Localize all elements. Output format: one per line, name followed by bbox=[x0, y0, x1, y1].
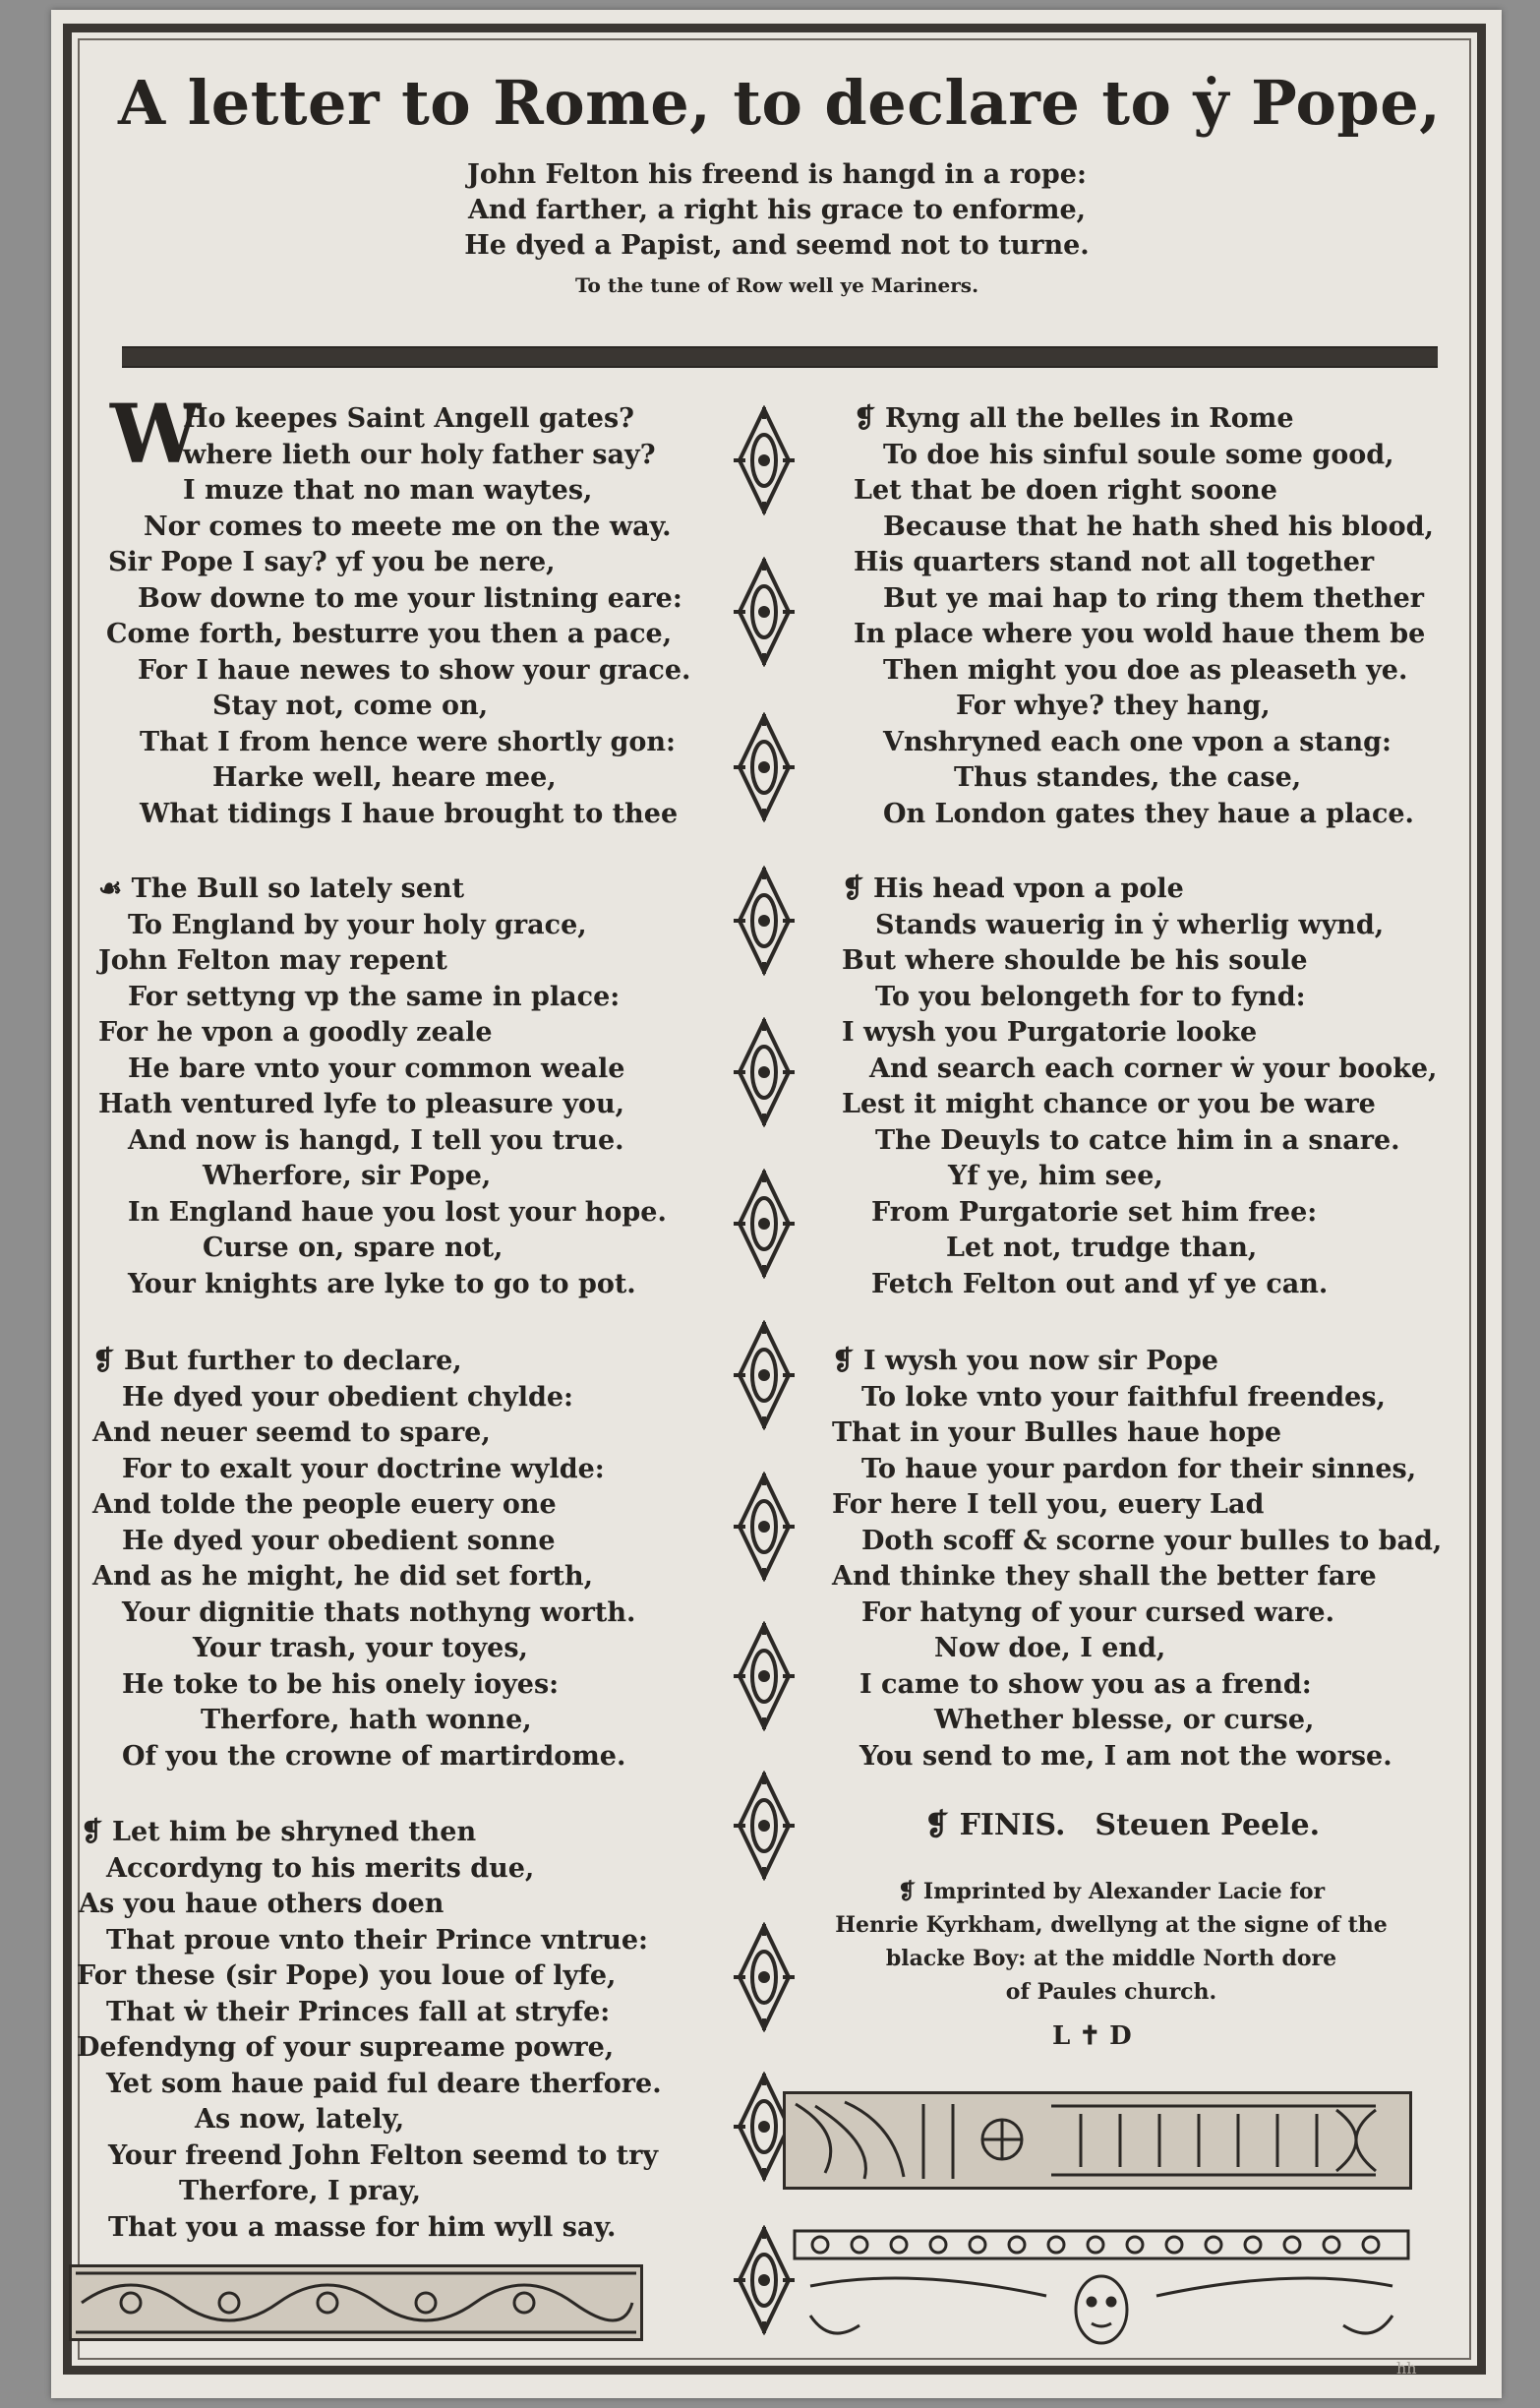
verse-line: As you haue others doen bbox=[79, 1889, 444, 1919]
verse-line: He toke to be his onely ioyes: bbox=[122, 1668, 560, 1700]
verse-line: His quarters stand not all together bbox=[854, 547, 1375, 577]
verse-line: And as he might, he did set forth, bbox=[92, 1561, 593, 1592]
verse-line: where lieth our holy father say? bbox=[183, 439, 656, 470]
verse-line: In place where you wold haue them be bbox=[854, 619, 1426, 649]
verse-line: Curse on, spare not, bbox=[203, 1233, 503, 1263]
verse-line: Ho keepes Saint Angell gates? bbox=[183, 403, 634, 434]
verse-line: Come forth, besturre you then a pace, bbox=[106, 619, 673, 649]
fleuron-ornament-icon bbox=[730, 1922, 799, 2032]
verse-line: On London gates they haue a place. bbox=[883, 798, 1414, 829]
imprint-line: blacke Boy: at the middle North dore bbox=[885, 1946, 1337, 1971]
verse-line: For here I tell you, euery Lad bbox=[832, 1489, 1265, 1520]
verse-line: Your freend John Felton seemd to try bbox=[108, 2139, 659, 2171]
verse-line: For whye? they hang, bbox=[956, 691, 1271, 721]
verse-line: The Deuyls to catce him in a snare. bbox=[875, 1124, 1400, 1156]
verse-line: Your trash, your toyes, bbox=[193, 1633, 528, 1663]
verse-line: He dyed your obedient chylde: bbox=[122, 1381, 573, 1413]
verse-line: You send to me, I am not the worse. bbox=[859, 1740, 1392, 1772]
verse-line: For these (sir Pope) you loue of lyfe, bbox=[77, 1960, 617, 1991]
fleuron-ornament-icon bbox=[730, 2225, 799, 2335]
verse-line: That I from hence were shortly gon: bbox=[140, 726, 676, 757]
fleuron-ornament-icon bbox=[730, 405, 799, 515]
verse-line: Your dignitie thats nothyng worth. bbox=[122, 1596, 636, 1628]
fleuron-ornament-icon bbox=[730, 1017, 799, 1127]
verse-line: He dyed your obedient sonne bbox=[122, 1525, 556, 1556]
verse-line: Nor comes to meete me on the way. bbox=[144, 511, 672, 542]
ballad-title: A letter to Rome, to declare to ẏ Pope, bbox=[118, 67, 1442, 139]
fleuron-ornament-icon bbox=[730, 1621, 799, 1731]
finis-line bbox=[924, 1808, 1320, 1842]
verse-line: Therfore, hath wonne, bbox=[201, 1705, 532, 1735]
verse-line: And neuer seemd to spare, bbox=[92, 1417, 491, 1448]
verse-line: What tidings I haue brought to thee bbox=[140, 798, 679, 829]
verse-line: Whether blesse, or curse, bbox=[934, 1705, 1315, 1735]
fleuron-ornament-icon bbox=[730, 1472, 799, 1582]
woodcut-mask-icon bbox=[791, 2227, 1412, 2355]
verse-line: ❡ Let him be shryned then bbox=[81, 1817, 477, 1847]
verse-line: Your knights are lyke to go to pot. bbox=[128, 1268, 636, 1299]
verse-line: To loke vnto your faithful freendes, bbox=[861, 1381, 1386, 1413]
verse-line: Stands wauerig in ẏ wherlig wynd, bbox=[875, 909, 1385, 940]
verse-line: Defendyng of your supreame powre, bbox=[77, 2032, 615, 2063]
verse-line: And search each corner ẇ your booke, bbox=[869, 1053, 1438, 1084]
verse-line: For I haue newes to show your grace. bbox=[138, 654, 691, 686]
verse-line: Let not, trudge than, bbox=[946, 1233, 1258, 1263]
verse-line: For settyng vp the same in place: bbox=[128, 981, 621, 1012]
verse-line: Because that he hath shed his blood, bbox=[883, 511, 1434, 542]
verse-line: Doth scoff & scorne your bulles to bad, bbox=[861, 1525, 1443, 1556]
verse-line: To you belongeth for to fynd: bbox=[875, 981, 1306, 1012]
verse-line: John Felton may repent bbox=[98, 945, 447, 976]
verse-line: Lest it might chance or you be ware bbox=[842, 1089, 1376, 1119]
verse-line: For hatyng of your cursed ware. bbox=[861, 1596, 1334, 1628]
woodcut-figures-icon bbox=[786, 2094, 1409, 2187]
woodcut-panel-mask bbox=[791, 2227, 1412, 2355]
stanza-left-4 bbox=[77, 1815, 662, 2246]
fleuron-ornament-icon bbox=[730, 1169, 799, 1279]
finis-label: ❡ FINIS. bbox=[924, 1808, 1066, 1842]
verse-line: Thus standes, the case, bbox=[954, 762, 1302, 793]
verse-line: Then might you doe as pleaseth ye. bbox=[883, 654, 1408, 686]
subtitle-line: And farther, a right his grace to enforme, bbox=[467, 195, 1087, 225]
verse-line: Now doe, I end, bbox=[934, 1633, 1166, 1663]
verse-line: To England by your holy grace, bbox=[128, 909, 587, 940]
verse-line: To haue your pardon for their sinnes, bbox=[861, 1453, 1417, 1484]
verse-line: That ẇ their Princes fall at stryfe: bbox=[106, 1996, 611, 2027]
stanza-right-1 bbox=[854, 401, 1434, 832]
verse-line: For to exalt your doctrine wylde: bbox=[122, 1453, 605, 1484]
title-rule bbox=[122, 346, 1438, 368]
imprint-line: Henrie Kyrkham, dwellyng at the signe of the bbox=[835, 1912, 1388, 1938]
verse-line: Therfore, I pray, bbox=[179, 2176, 422, 2206]
verse-line: And thinke they shall the better fare bbox=[832, 1561, 1377, 1592]
woodcut-scroll-icon bbox=[72, 2267, 640, 2338]
verse-line: He bare vnto your common weale bbox=[128, 1053, 625, 1084]
verse-line: Sir Pope I say? yf you be nere, bbox=[108, 547, 556, 577]
verse-line: I came to show you as a frend: bbox=[859, 1668, 1312, 1700]
verse-line: For he vpon a goodly zeale bbox=[98, 1017, 493, 1048]
verse-line: Yf ye, him see, bbox=[948, 1161, 1163, 1191]
verse-line: ❡ I wysh you now sir Pope bbox=[832, 1346, 1218, 1376]
fleuron-ornament-icon bbox=[730, 866, 799, 976]
imprint-line: of Paules church. bbox=[1005, 1979, 1217, 2005]
stanza-right-3 bbox=[832, 1344, 1442, 1775]
drop-capital-initial: W bbox=[110, 388, 202, 482]
verse-line: From Purgatorie set him free: bbox=[871, 1196, 1318, 1228]
author-name: Steuen Peele. bbox=[1095, 1808, 1321, 1842]
verse-line: Fetch Felton out and yf ye can. bbox=[871, 1268, 1329, 1299]
fleuron-ornament-icon bbox=[730, 712, 799, 822]
verse-line: As now, lately, bbox=[195, 2104, 405, 2135]
verse-line: Accordyng to his merits due, bbox=[106, 1852, 535, 1884]
verse-line: Hath ventured lyfe to pleasure you, bbox=[98, 1089, 624, 1119]
woodcut-panel-figures bbox=[783, 2091, 1412, 2190]
fleuron-ornament-icon bbox=[730, 1320, 799, 1430]
verse-line: ❡ His head vpon a pole bbox=[842, 873, 1184, 904]
verse-line: In England haue you lost your hope. bbox=[128, 1196, 667, 1228]
stanza-left-2 bbox=[98, 872, 667, 1302]
ballad-subtitle bbox=[197, 157, 1357, 264]
verse-line: ❡ Ryng all the belles in Rome bbox=[854, 403, 1294, 434]
verse-line: I wysh you Purgatorie looke bbox=[842, 1017, 1258, 1048]
verse-line: That in your Bulles haue hope bbox=[832, 1417, 1282, 1448]
verse-line: That you a masse for him wyll say. bbox=[108, 2211, 617, 2243]
verse-line: Harke well, heare mee, bbox=[212, 762, 557, 793]
subtitle-line: He dyed a Papist, and seemd not to turne. bbox=[464, 230, 1090, 261]
verse-line: But ye mai hap to ring them thether bbox=[883, 582, 1425, 614]
verse-line: Vnshryned each one vpon a stang: bbox=[883, 726, 1392, 757]
verse-line: I muze that no man waytes, bbox=[183, 475, 593, 506]
fleuron-ornament-icon bbox=[730, 1771, 799, 1881]
printer-device-mark: L ✝ D bbox=[1052, 2021, 1132, 2051]
tune-line: To the tune of Row well ye Mariners. bbox=[574, 273, 979, 297]
fleuron-ornament-icon bbox=[730, 557, 799, 667]
verse-line: And tolde the people euery one bbox=[92, 1489, 557, 1520]
verse-line: Of you the crowne of martirdome. bbox=[122, 1740, 626, 1772]
verse-line: That proue vnto their Prince vntrue: bbox=[106, 1924, 648, 1956]
stanza-left-1 bbox=[106, 401, 691, 832]
verse-line: To doe his sinful soule some good, bbox=[883, 439, 1394, 470]
verse-line: Wherfore, sir Pope, bbox=[203, 1161, 492, 1191]
pencil-annotation: hh bbox=[1396, 2359, 1417, 2378]
verse-line: ❡ But further to declare, bbox=[92, 1346, 462, 1376]
stanza-right-2 bbox=[842, 872, 1437, 1302]
printer-imprint bbox=[816, 1875, 1406, 2009]
verse-line: Stay not, come on, bbox=[212, 691, 489, 721]
woodcut-panel-scroll bbox=[69, 2264, 643, 2341]
verse-line: Yet som haue paid ful deare therfore. bbox=[106, 2068, 662, 2099]
verse-line: But where shoulde be his soule bbox=[842, 945, 1308, 976]
imprint-line: ❡ Imprinted by Alexander Lacie for bbox=[897, 1879, 1326, 1904]
stanza-left-3 bbox=[92, 1344, 635, 1775]
verse-line: And now is hangd, I tell you true. bbox=[128, 1124, 624, 1156]
verse-line: Let that be doen right soone bbox=[854, 475, 1277, 506]
verse-line: Bow downe to me your listning eare: bbox=[138, 582, 682, 614]
verse-line: ☙ The Bull so lately sent bbox=[98, 873, 465, 904]
subtitle-line: John Felton his freend is hangd in a rope: bbox=[467, 159, 1087, 190]
